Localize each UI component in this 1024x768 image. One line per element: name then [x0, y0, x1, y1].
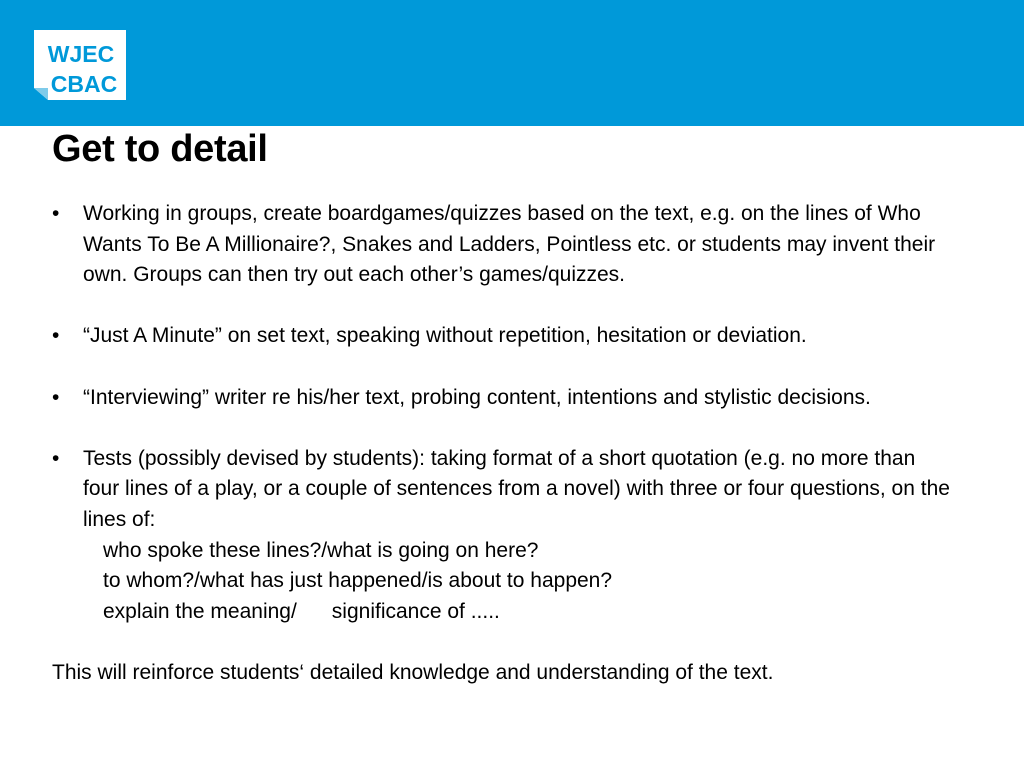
- closing-statement: This will reinforce students‘ detailed knowledge and understanding of the text.: [52, 660, 774, 684]
- bullet-item-interviewing: [52, 383, 952, 414]
- bullet-glyph: •: [52, 202, 60, 225]
- logo-text-wjec: WJEC: [47, 41, 115, 67]
- question-line-to-whom: to whom?/what has just happened/is about to happen?: [103, 569, 613, 593]
- bullet-text: “Interviewing” writer re his/her text, probing content, intentions and stylistic decisions.: [83, 385, 871, 409]
- bullet-glyph: •: [52, 446, 60, 470]
- bullet-glyph: •: [52, 324, 60, 348]
- question-line-who-spoke: who spoke these lines?/what is going on here?: [103, 538, 539, 562]
- bullet-text: Working in groups, create boardgames/quizzes based on the text, e.g. on the lines of Who Wants To Be A Millionaire?, Snakes and Ladders, Pointless etc. or students may invent their own. Groups can then try out each other’s games/quizzes.: [83, 202, 936, 287]
- logo-graphic: [34, 30, 126, 100]
- logo-text-cbac: CBAC: [50, 71, 118, 97]
- bullet-item-tests: [52, 444, 952, 536]
- slide-title: Get to detail: [52, 128, 268, 170]
- bullet-text: Tests (possibly devised by students): taking format of a short quotation (e.g. no more than four lines of a play, or a couple of sentences from a novel) with three or four questions, on the lines of:: [83, 446, 950, 531]
- slide-content: [52, 199, 952, 689]
- wjec-cbac-logo: [34, 30, 126, 100]
- bullet-item-just-a-minute: [52, 321, 952, 352]
- question-line-explain-meaning: explain the meaning/ significance of .....: [103, 599, 500, 623]
- bullet-text: “Just A Minute” on set text, speaking without repetition, hesitation or deviation.: [83, 324, 807, 348]
- header-band: [0, 0, 1024, 126]
- bullet-glyph: •: [52, 385, 60, 409]
- bullet-item-boardgames: [52, 199, 952, 291]
